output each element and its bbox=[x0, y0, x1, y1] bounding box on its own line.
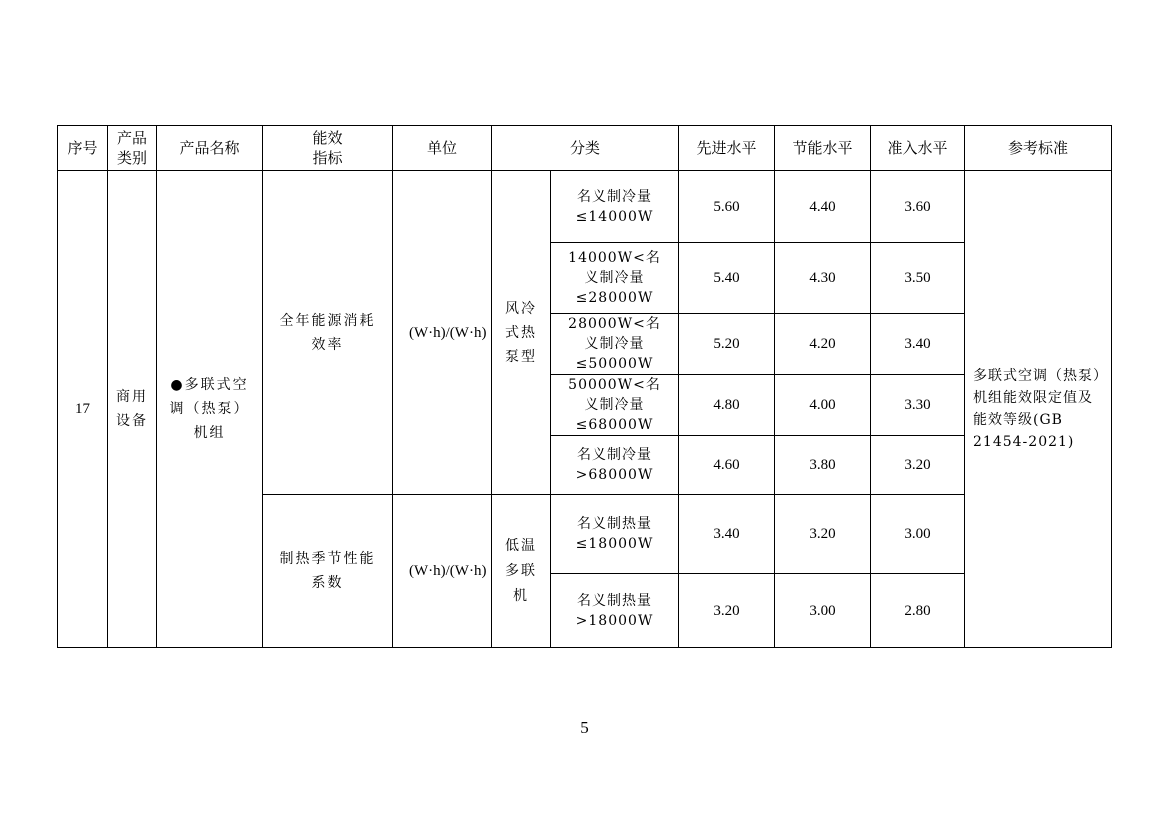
reference-standard-cell: 多联式空调（热泵）机组能效限定值及能效等级(GB 21454-2021) bbox=[965, 171, 1112, 648]
type-cell: 低温多联机 bbox=[492, 495, 551, 648]
energy-efficiency-table bbox=[57, 125, 1112, 648]
header-advanced-level: 先进水平 bbox=[679, 126, 775, 171]
advanced-value: 4.60 bbox=[679, 436, 775, 495]
indicator-cell: 制热季节性能系数 bbox=[263, 495, 393, 648]
access-value: 2.80 bbox=[871, 574, 965, 648]
class-cell: 14000W<名义制冷量≤28000W bbox=[551, 243, 679, 314]
class-cell: 50000W<名义制冷量≤68000W bbox=[551, 375, 679, 436]
energy-saving-value: 3.20 bbox=[775, 495, 871, 574]
advanced-value: 3.20 bbox=[679, 574, 775, 648]
header-product-name: 产品名称 bbox=[157, 126, 263, 171]
unit-cell: (W·h)/(W·h) bbox=[393, 495, 492, 648]
access-value: 3.60 bbox=[871, 171, 965, 243]
indicator-cell: 全年能源消耗效率 bbox=[263, 171, 393, 495]
seq-cell: 17 bbox=[58, 171, 108, 648]
access-value: 3.00 bbox=[871, 495, 965, 574]
access-value: 3.20 bbox=[871, 436, 965, 495]
class-cell: 名义制热量≤18000W bbox=[551, 495, 679, 574]
header-seq: 序号 bbox=[58, 126, 108, 171]
energy-saving-value: 4.30 bbox=[775, 243, 871, 314]
class-cell: 名义制热量>18000W bbox=[551, 574, 679, 648]
advanced-value: 5.60 bbox=[679, 171, 775, 243]
header-reference-standard: 参考标准 bbox=[965, 126, 1112, 171]
unit-cell: (W·h)/(W·h) bbox=[393, 171, 492, 495]
header-energy-saving-level: 节能水平 bbox=[775, 126, 871, 171]
energy-saving-value: 3.00 bbox=[775, 574, 871, 648]
header-access-level: 准入水平 bbox=[871, 126, 965, 171]
class-cell: 28000W<名义制冷量≤50000W bbox=[551, 314, 679, 375]
type-cell: 风冷式热泵型 bbox=[492, 171, 551, 495]
page-number: 5 bbox=[580, 718, 589, 737]
header-row bbox=[58, 126, 1112, 171]
advanced-value: 5.40 bbox=[679, 243, 775, 314]
header-indicator: 能效指标 bbox=[263, 126, 393, 171]
energy-saving-value: 3.80 bbox=[775, 436, 871, 495]
advanced-value: 3.40 bbox=[679, 495, 775, 574]
product-name-cell: ●多联式空调（热泵）机组 bbox=[157, 171, 263, 648]
access-value: 3.30 bbox=[871, 375, 965, 436]
access-value: 3.40 bbox=[871, 314, 965, 375]
category-cell: 商用设备 bbox=[108, 171, 157, 648]
class-cell: 名义制冷量>68000W bbox=[551, 436, 679, 495]
class-cell: 名义制冷量≤14000W bbox=[551, 171, 679, 243]
advanced-value: 5.20 bbox=[679, 314, 775, 375]
advanced-value: 4.80 bbox=[679, 375, 775, 436]
header-category: 产品类别 bbox=[108, 126, 157, 171]
table-row bbox=[58, 171, 1112, 243]
header-classification: 分类 bbox=[492, 126, 679, 171]
energy-saving-value: 4.00 bbox=[775, 375, 871, 436]
energy-saving-value: 4.40 bbox=[775, 171, 871, 243]
header-unit: 单位 bbox=[393, 126, 492, 171]
access-value: 3.50 bbox=[871, 243, 965, 314]
energy-saving-value: 4.20 bbox=[775, 314, 871, 375]
